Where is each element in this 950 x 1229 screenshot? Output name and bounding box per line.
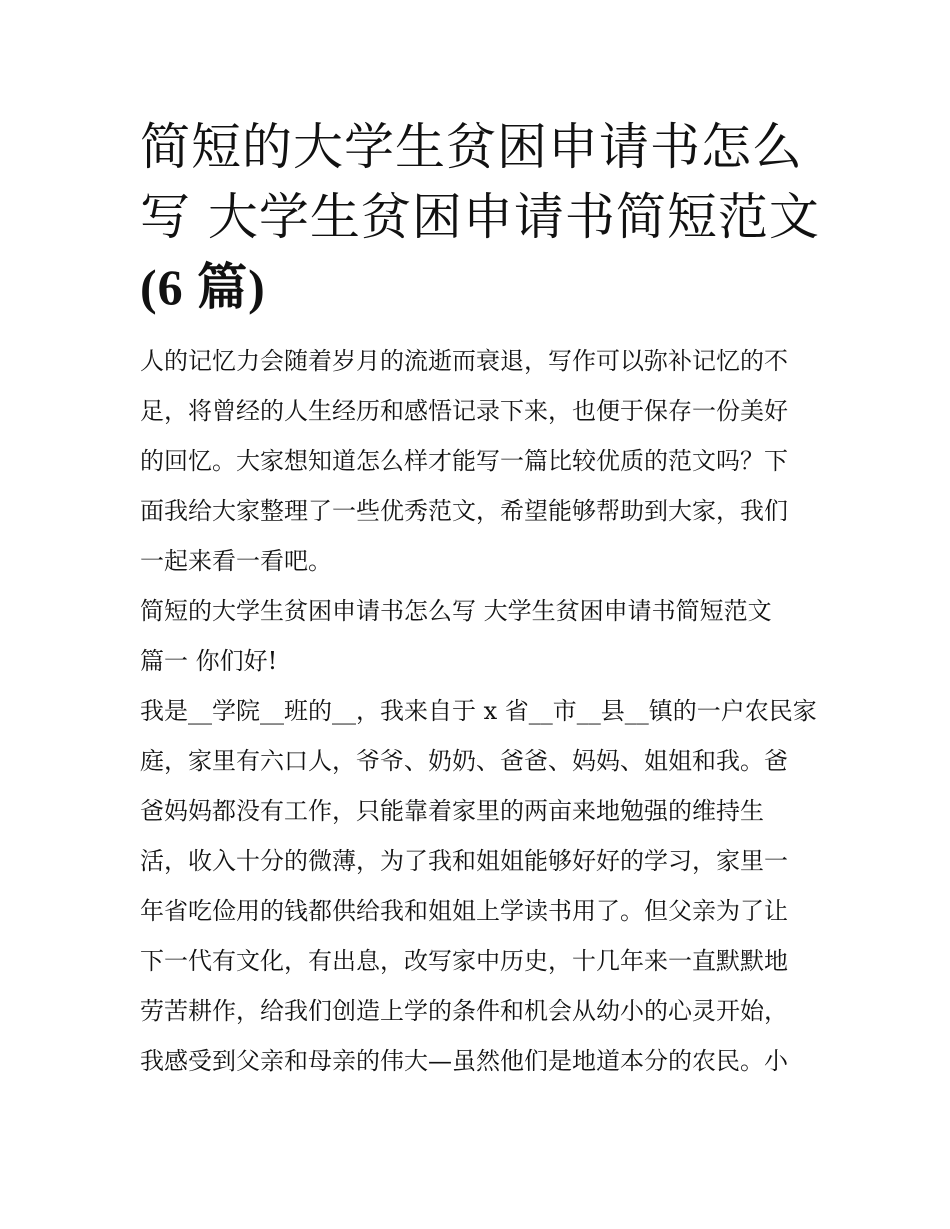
body-line: 人的记忆力会随着岁月的流逝而衰退，写作可以弥补记忆的不 bbox=[140, 347, 788, 375]
body-line: 足，将曾经的人生经历和感悟记录下来，也便于保存一份美好 bbox=[140, 397, 788, 425]
title-line: 写 大学生贫困申请书简短范文 bbox=[140, 188, 820, 246]
body-line: 一起来看一看吧。 bbox=[140, 547, 332, 575]
title-line: (6 篇) bbox=[140, 259, 266, 315]
title-line: 简短的大学生贫困申请书怎么 bbox=[140, 118, 803, 176]
body-line: 爸妈妈都没有工作，只能靠着家里的两亩来地勉强的维持生 bbox=[140, 797, 764, 825]
body-line: 年省吃俭用的钱都供给我和姐姐上学读书用了。但父亲为了让 bbox=[140, 897, 788, 925]
section-heading-line: 篇一 你们好! bbox=[140, 647, 278, 675]
section-heading-line: 简短的大学生贫困申请书怎么写 大学生贫困申请书简短范文 bbox=[140, 597, 772, 625]
body-line: 我是__学院__班的__，我来自于 x 省__市__县__镇的一户农民家 bbox=[140, 697, 817, 725]
body-line: 的回忆。大家想知道怎么样才能写一篇比较优质的范文吗？下 bbox=[140, 447, 788, 475]
document-page bbox=[140, 112, 820, 1086]
body-line: 我感受到父亲和母亲的伟大—虽然他们是地道本分的农民。小 bbox=[140, 1047, 788, 1075]
body-line: 活，收入十分的微薄，为了我和姐姐能够好好的学习，家里一 bbox=[140, 847, 788, 875]
body-line: 面我给大家整理了一些优秀范文，希望能够帮助到大家，我们 bbox=[140, 497, 788, 525]
body-line: 庭，家里有六口人，爷爷、奶奶、爸爸、妈妈、姐姐和我。爸 bbox=[140, 747, 788, 775]
document-body bbox=[140, 336, 820, 1086]
body-line: 劳苦耕作，给我们创造上学的条件和机会从幼小的心灵开始， bbox=[140, 997, 788, 1025]
body-line: 下一代有文化，有出息，改写家中历史，十几年来一直默默地 bbox=[140, 947, 788, 975]
document-title bbox=[140, 112, 820, 322]
